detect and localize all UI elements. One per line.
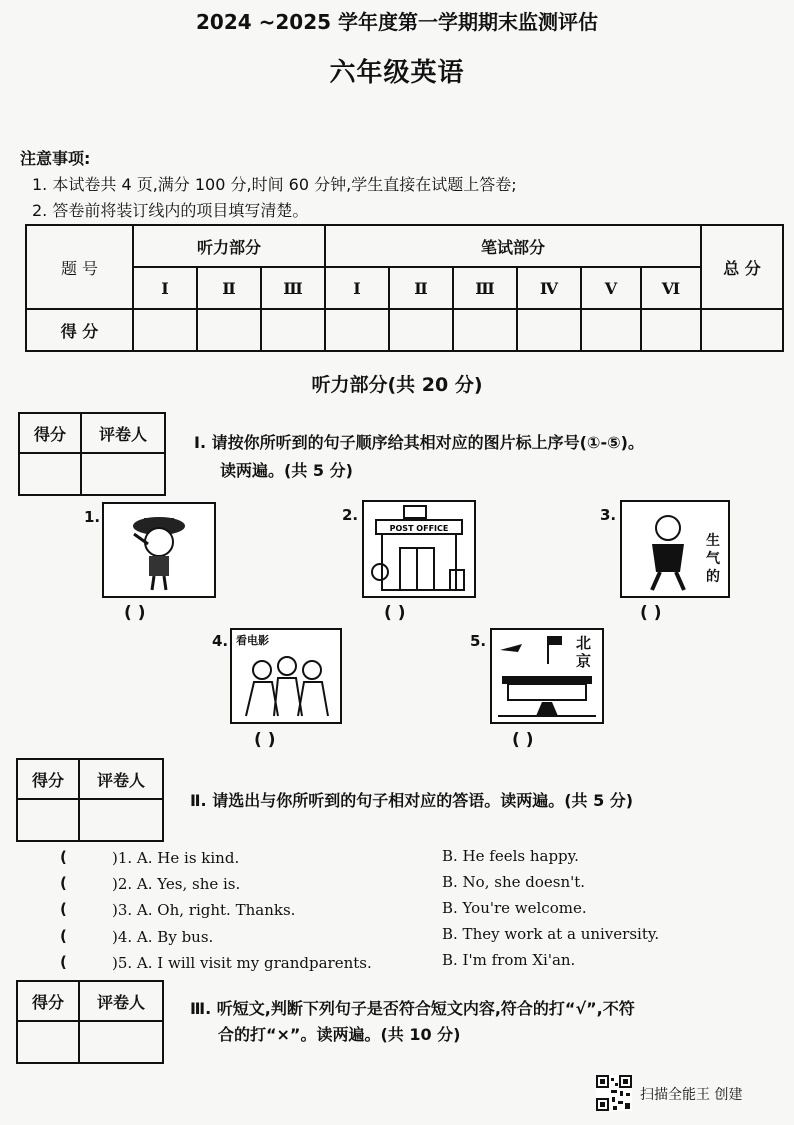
writing-col-6: Ⅵ (641, 267, 701, 309)
pic-number-1: 1. (84, 508, 101, 526)
post-office-sign: POST OFFICE (389, 524, 449, 533)
picture-3-angry (620, 500, 730, 598)
item-5-option-b: B. I'm from Xi'an. (442, 951, 576, 969)
listening-section-title: 听力部分(共 20 分) (311, 374, 483, 396)
score-cell[interactable] (453, 309, 517, 351)
writing-col-5: Ⅴ (581, 267, 641, 309)
row-label-question: 题 号 (26, 225, 133, 309)
post-office-icon (364, 502, 474, 596)
listening-col-2: Ⅱ (197, 267, 261, 309)
listening-col-3: Ⅲ (261, 267, 325, 309)
listening-col-1: Ⅰ (133, 267, 197, 309)
part2-instruction: Ⅱ. 请选出与你所听到的句子相对应的答语。读两遍。(共 5 分) (190, 791, 634, 810)
item-4-paren[interactable]: ( (60, 927, 67, 945)
row-label-score: 得 分 (26, 309, 133, 351)
picture-4-movie (230, 628, 342, 724)
item-1-paren[interactable]: ( (60, 848, 67, 866)
pic-number-5: 5. (470, 632, 487, 650)
answer-paren-5[interactable]: ( ) (512, 730, 534, 750)
grader-name-cell[interactable] (79, 799, 163, 841)
item-1-option-a: )1. A. He is kind. (112, 849, 240, 867)
answer-paren-2[interactable]: ( ) (384, 603, 406, 623)
grader-score-cell[interactable] (17, 1021, 79, 1063)
angry-caption: 生气的 (706, 533, 720, 585)
part1-instruction-2: 读两遍。(共 5 分) (220, 461, 353, 480)
item-2-option-b: B. No, she doesn't. (442, 873, 586, 891)
total-header: 总 分 (701, 225, 783, 309)
grader-label: 评卷人 (81, 413, 165, 453)
writing-col-1: Ⅰ (325, 267, 389, 309)
grader-score-cell[interactable] (17, 799, 79, 841)
total-score-cell[interactable] (701, 309, 783, 351)
listening-header: 听力部分 (133, 225, 325, 267)
answer-paren-1[interactable]: ( ) (124, 603, 146, 623)
writing-header: 笔试部分 (325, 225, 701, 267)
pic-number-2: 2. (342, 506, 359, 524)
item-3-option-a: )3. A. Oh, right. Thanks. (112, 901, 296, 919)
item-5-option-a: )5. A. I will visit my grandparents. (112, 954, 372, 972)
item-3-option-b: B. You're welcome. (442, 899, 587, 917)
picture-2-post-office (362, 500, 476, 598)
notes-heading: 注意事项: (20, 149, 91, 168)
pic-number-4: 4. (212, 632, 229, 650)
grader-score-label: 得分 (19, 413, 81, 453)
movie-caption: 看电影 (236, 634, 269, 647)
item-5-paren[interactable]: ( (60, 953, 67, 971)
score-cell[interactable] (325, 309, 389, 351)
score-cell[interactable] (261, 309, 325, 351)
item-2-paren[interactable]: ( (60, 874, 67, 892)
picture-1-police-officer (102, 502, 216, 598)
pic-number-3: 3. (600, 506, 617, 524)
grader-box-2 (16, 758, 164, 842)
item-3-paren[interactable]: ( (60, 900, 67, 918)
scanner-watermark: 扫描全能王 创建 (640, 1087, 743, 1103)
score-cell[interactable] (197, 309, 261, 351)
picture-5-beijing (490, 628, 604, 724)
item-4-option-b: B. They work at a university. (442, 925, 660, 943)
exam-title: 2024 ~2025 学年度第一学期期末监测评估 (195, 10, 598, 34)
grader-label: 评卷人 (79, 981, 163, 1021)
grader-score-label: 得分 (17, 981, 79, 1021)
score-cell[interactable] (517, 309, 581, 351)
part3-instruction: Ⅲ. 听短文,判断下列句子是否符合短文内容,符合的打“√”,不符 (190, 999, 635, 1018)
grader-name-cell[interactable] (79, 1021, 163, 1063)
grader-score-cell[interactable] (19, 453, 81, 495)
grader-score-label: 得分 (17, 759, 79, 799)
item-1-option-b: B. He feels happy. (442, 847, 579, 865)
grader-box-3 (16, 980, 164, 1064)
score-cell[interactable] (389, 309, 453, 351)
score-cell[interactable] (133, 309, 197, 351)
part1-instruction: Ⅰ. 请按你所听到的句子顺序给其相对应的图片标上序号(①-⑤)。 (194, 433, 644, 452)
exam-subtitle: 六年级英语 (329, 58, 465, 88)
writing-col-2: Ⅱ (389, 267, 453, 309)
police-officer-icon (104, 504, 214, 596)
answer-paren-4[interactable]: ( ) (254, 730, 276, 750)
grader-label: 评卷人 (79, 759, 163, 799)
grader-box-1 (18, 412, 166, 496)
item-2-option-a: )2. A. Yes, she is. (112, 875, 241, 893)
note-item-2: 2. 答卷前将装订线内的项目填写清楚。 (32, 201, 309, 220)
grader-name-cell[interactable] (81, 453, 165, 495)
beijing-caption: 北京 (576, 634, 592, 670)
part3-instruction-2: 合的打“×”。读两遍。(共 10 分) (218, 1025, 461, 1044)
qr-code-icon (596, 1075, 632, 1115)
writing-col-3: Ⅲ (453, 267, 517, 309)
item-4-option-a: )4. A. By bus. (112, 928, 214, 946)
answer-paren-3[interactable]: ( ) (640, 603, 662, 623)
note-item-1: 1. 本试卷共 4 页,满分 100 分,时间 60 分钟,学生直接在试题上答卷; (32, 175, 517, 194)
score-table (25, 224, 784, 352)
score-cell[interactable] (581, 309, 641, 351)
writing-col-4: Ⅳ (517, 267, 581, 309)
score-cell[interactable] (641, 309, 701, 351)
